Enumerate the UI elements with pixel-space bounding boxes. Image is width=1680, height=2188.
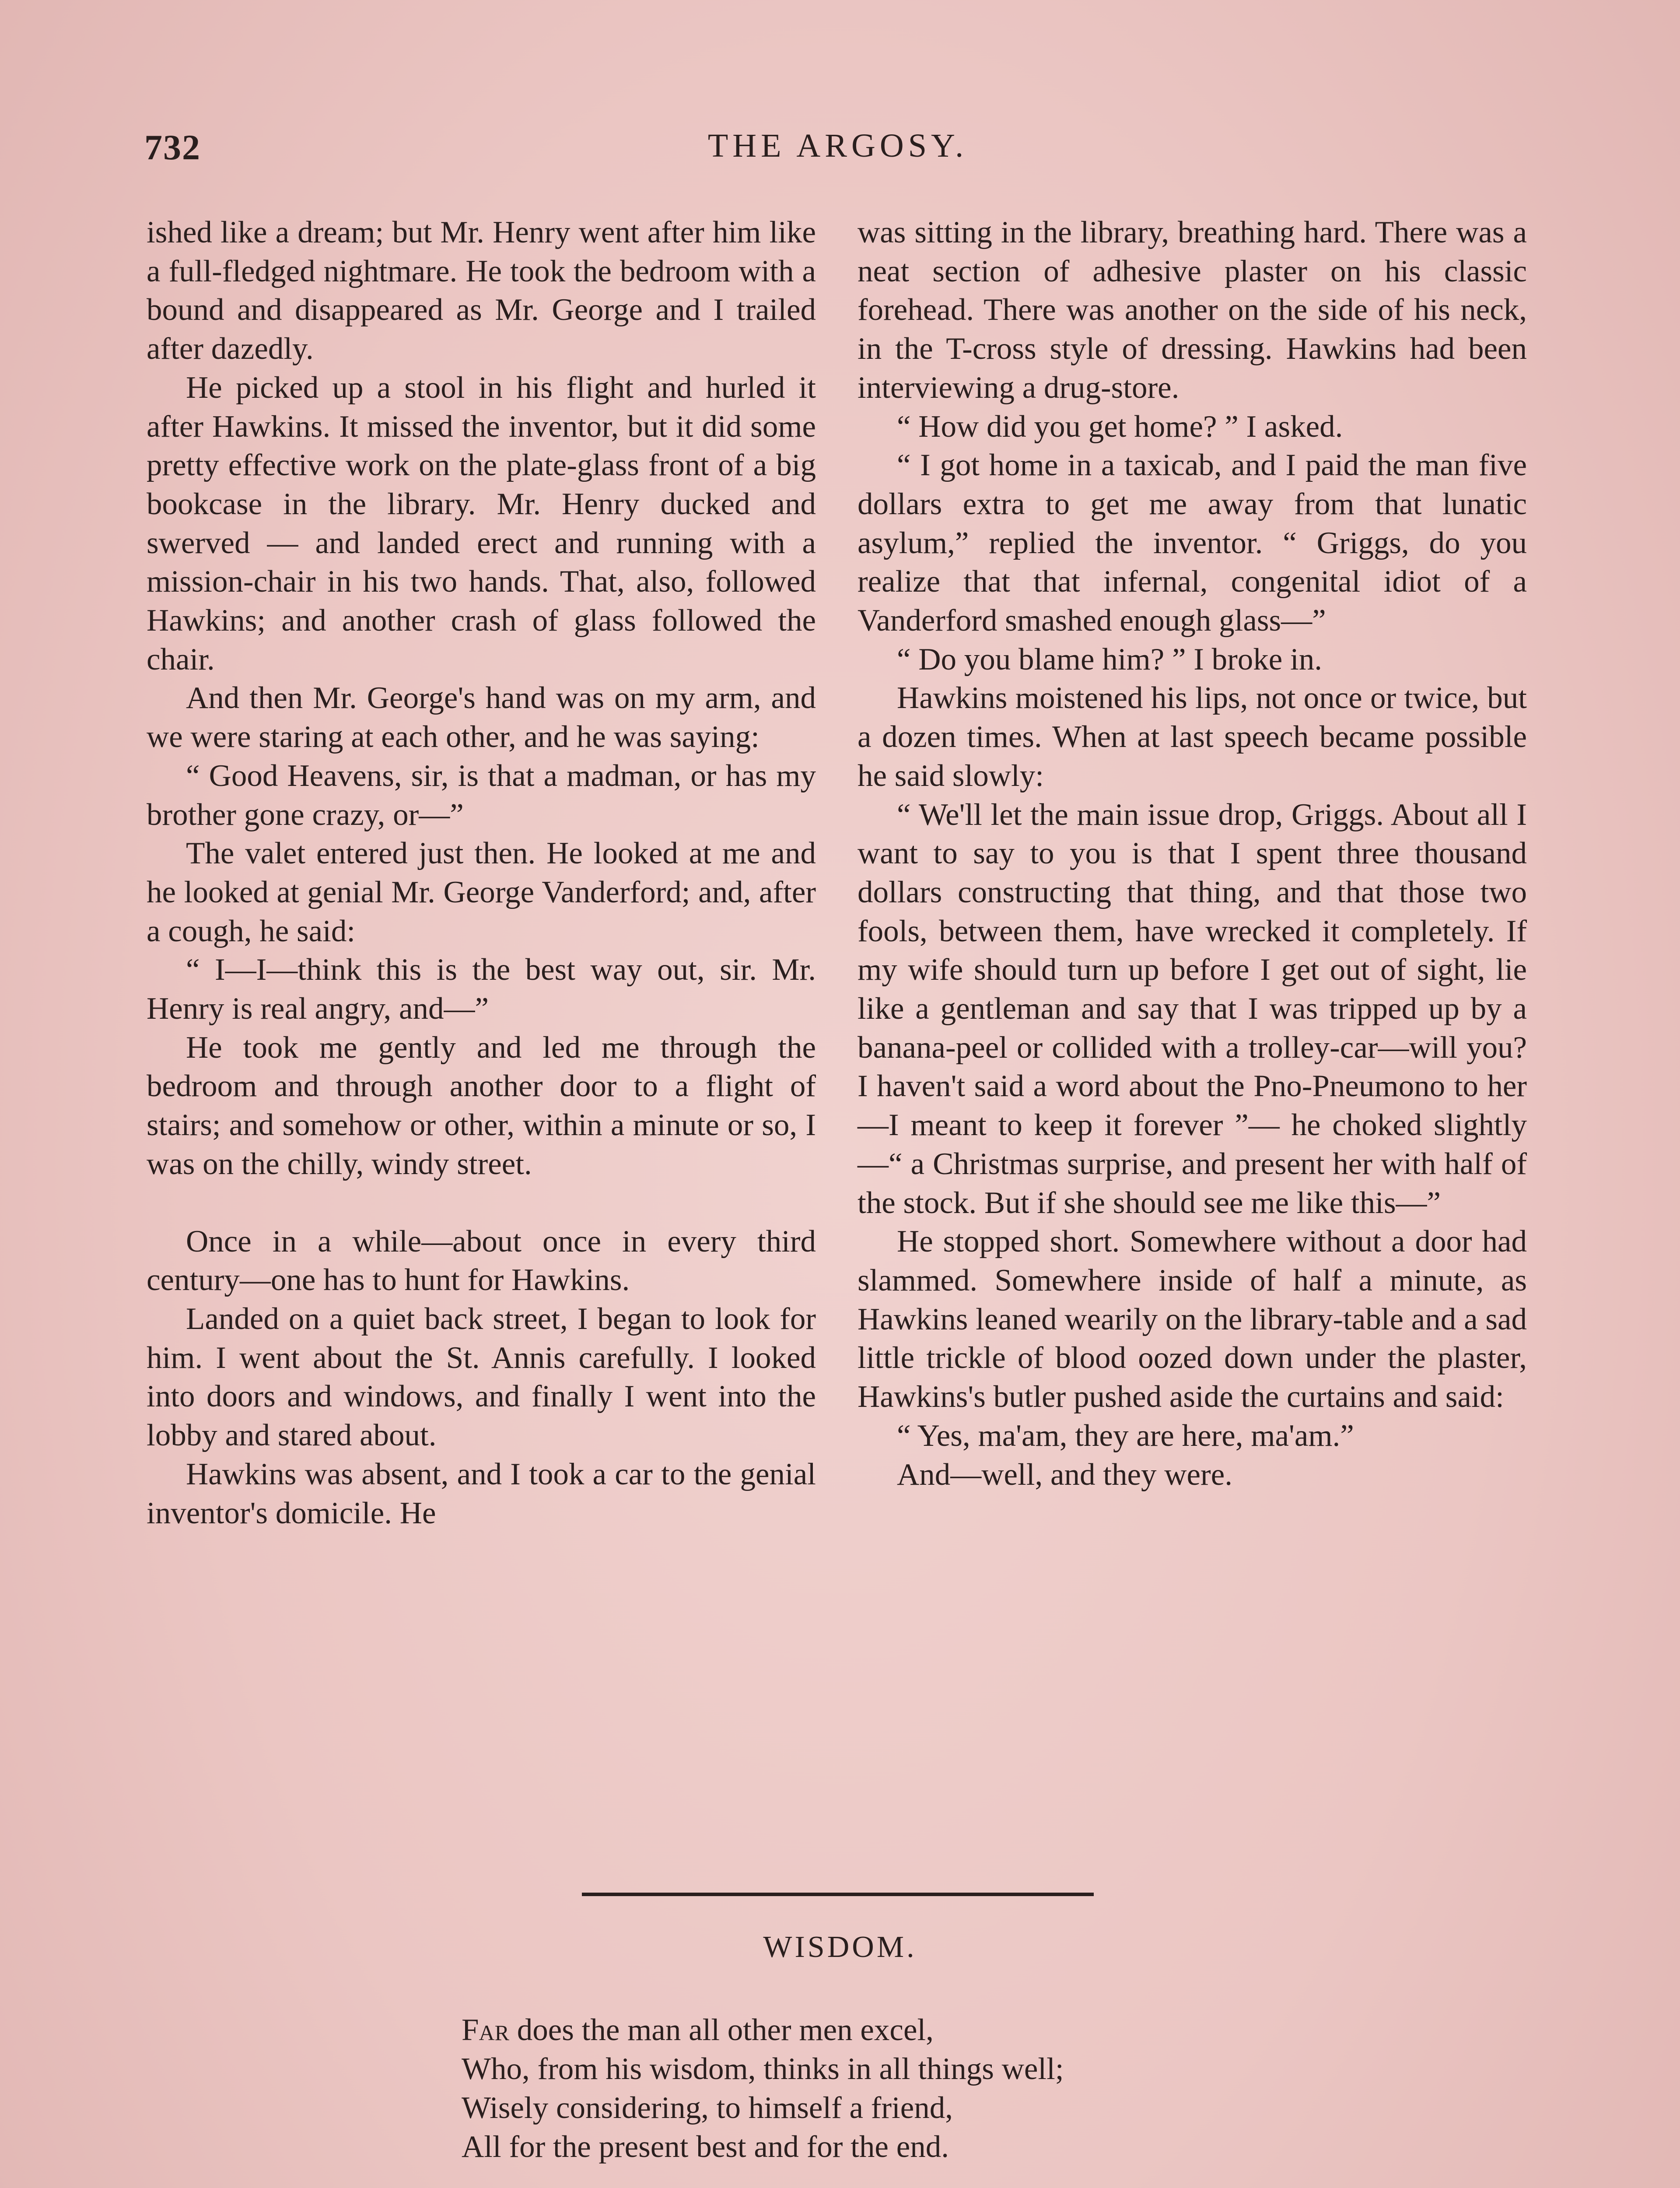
poem-line: Who, from his wisdom, thinks in all things well;	[462, 2052, 1064, 2086]
paragraph: “ We'll let the main issue drop, Griggs. About all I want to say to you is that I spent three thousand dollars constructing that thing, and that those two fools, between them, have wrecked it completely. If my wife should turn up before I get out of sight, lie like a gentleman and say that I was tripped up by a banana-peel or collided with a trolley-car—will you? I haven't said a word about the Pno-Pneumono to her—I meant to keep it forever ”— he choked slightly—“ a Christmas surprise, and present her with half of the stock. But if she should see me like this—”	[858, 797, 1527, 1220]
page-header	[144, 127, 1531, 179]
paragraph: “ Yes, ma'am, they are here, ma'am.”	[897, 1418, 1354, 1453]
paragraph: “ I got home in a taxicab, and I paid the man five dollars extra to get me away from that lunatic asylum,” replied the inventor. “ Griggs, do you realize that that infernal, congenital idiot of a Vanderford smashed enough glass—”	[858, 448, 1527, 638]
section-divider	[582, 1893, 1094, 1896]
paragraph: “ Good Heavens, sir, is that a madman, or has my brother gone crazy, or—”	[147, 758, 816, 832]
paragraph: ished like a dream; but Mr. Henry went after him like a full-fledged nightmare. He took the bedroom with a bound and disappeared as Mr. George and I trailed after dazedly.	[147, 215, 816, 366]
poem	[462, 2011, 1468, 2188]
left-column	[147, 213, 816, 1532]
paragraph: He stopped short. Somewhere without a door had slammed. Somewhere inside of half a minute, as Hawkins leaned wearily on the library-table and a sad little trickle of blood oozed down under the plaster, Hawkins's butler pushed aside the curtains and said:	[858, 1224, 1527, 1414]
paragraph: And—well, and they were.	[897, 1457, 1232, 1492]
right-column	[858, 213, 1527, 1494]
paragraph: And then Mr. George's hand was on my arm, and we were staring at each other, and he was saying:	[147, 681, 816, 754]
page-number: 732	[144, 127, 201, 167]
paragraph: Hawkins moistened his lips, not once or twice, but a dozen times. When at last speech became possible he said slowly:	[858, 681, 1527, 793]
poem-title: WISDOM.	[763, 1930, 917, 1964]
paragraph: He picked up a stool in his flight and hurled it after Hawkins. It missed the inventor, but it did some pretty effective work on the plate-glass front of a big bookcase in the library. Mr. Henry ducked and swerved — and landed erect and running with a mission-chair in his two hands. That, also, followed Hawkins; and another crash of glass followed the chair.	[147, 370, 816, 677]
paragraph: Landed on a quiet back street, I began to look for him. I went about the St. Annis carefully. I looked into doors and windows, and finally I went into the lobby and stared about.	[147, 1301, 816, 1453]
paragraph: He took me gently and led me through the bedroom and through another door to a flight of stairs; and somehow or other, within a minute or so, I was on the chilly, windy street.	[147, 1030, 816, 1181]
poem-first-word: Far	[462, 2013, 509, 2047]
paragraph: Once in a while—about once in every third century—one has to hunt for Hawkins.	[147, 1224, 816, 1297]
paragraph: “ Do you blame him? ” I broke in.	[897, 642, 1323, 677]
paragraph: “ How did you get home? ” I asked.	[897, 409, 1343, 444]
paragraph: Hawkins was absent, and I took a car to the genial inventor's domicile. He	[147, 1457, 816, 1530]
poem-line: All for the present best and for the end.	[462, 2130, 949, 2164]
poem-line: Wisely considering, to himself a friend,	[462, 2091, 953, 2125]
poem-stanza	[462, 2011, 1468, 2167]
poem-line-rest: does the man all other men excel,	[509, 2013, 934, 2047]
paragraph: “ I—I—think this is the best way out, sir. Mr. Henry is real angry, and—”	[147, 953, 816, 1026]
paragraph: The valet entered just then. He looked at me and he looked at genial Mr. George Vanderford; and, after a cough, he said:	[147, 836, 816, 948]
paragraph: was sitting in the library, breathing hard. There was a neat section of adhesive plaster on his classic forehead. There was another on the side of his neck, in the T-cross style of dressing. Hawkins had been interviewing a drug-store.	[858, 215, 1527, 405]
running-title: THE ARGOSY.	[707, 127, 968, 164]
poem-line	[462, 2011, 1468, 2050]
